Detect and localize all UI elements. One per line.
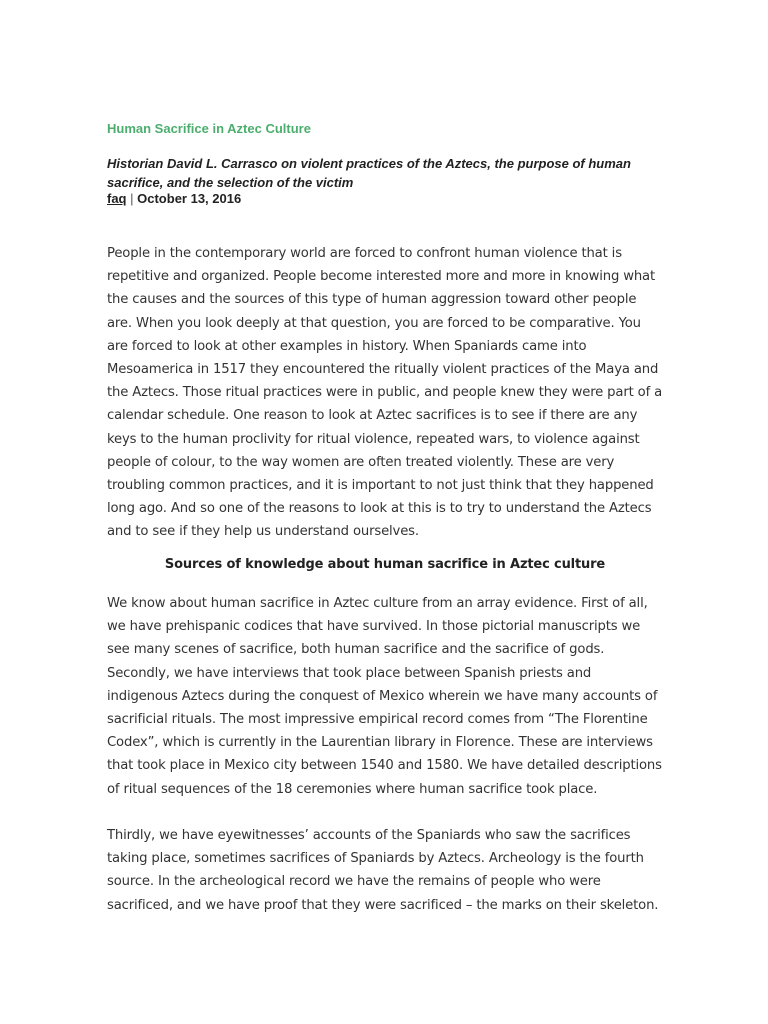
paragraph-sources: We know about human sacrifice in Aztec culture from an array evidence. First of all, we have prehispanic codices that have survived. In those pictorial manuscripts we see many scenes of sacrifice, both human sacrifice and the sacrifice of gods. Secondly, we have interviews that took place between Spanish priests and indigenous Aztecs during the conquest of Mexico wherein we have many accounts of sacrificial rituals. The most impressive empirical record comes from “The Florentine Codex”, which is currently in the Laurentian library in Florence. These are interviews that took place in Mexico city between 1540 and 1580. We have detailed descriptions of ritual sequences of the 18 ceremonies where human sacrifice took place. — [107, 596, 662, 797]
article-title: Human Sacrifice in Aztec Culture — [107, 121, 311, 136]
publish-date: October 13, 2016 — [137, 191, 242, 206]
paragraph-intro: People in the contemporary world are forced to confront human violence that is repetitive and organized. People become interested more and more in knowing what the causes and the sources of this type of human aggression toward other people are. When you look deeply at that question, you are forced to be comparative. You are forced to look at other examples in history. When Spaniards came into Mesoamerica in 1517 they encountered the ritually violent practices of the Maya and the Aztecs. Those ritual practices were in public, and people knew they were part of a calendar schedule. One reason to look at Aztec sacrifices is to see if there are any keys to the human proclivity for ritual violence, repeated wars, to violence against people of colour, to the way women are often treated violently. These are very troubling common practices, and it is important to not just think that they happened long ago. And so one of the reasons to look at this is to try to understand the Aztecs and to see if they help us understand ourselves. — [107, 246, 663, 540]
section-heading: Sources of knowledge about human sacrifice in Aztec culture — [164, 557, 606, 572]
author-link[interactable]: faq — [107, 191, 127, 206]
paragraph-eyewitnesses: Thirdly, we have eyewitnesses’ accounts of the Spaniards who saw the sacrifices taking place, sometimes sacrifices of Spaniards by Aztecs. Archeology is the fourth source. In the archeological record we have the remains of people who were sacrificed, and we have proof that they were sacrificed – the marks on their skeleton. — [107, 828, 659, 913]
article-subtitle: Historian David L. Carrasco on violent practices of the Aztecs, the purpose of human sacrifice, and the selection of the victim — [107, 156, 631, 190]
byline — [107, 190, 241, 208]
byline-separator: | — [130, 191, 134, 206]
